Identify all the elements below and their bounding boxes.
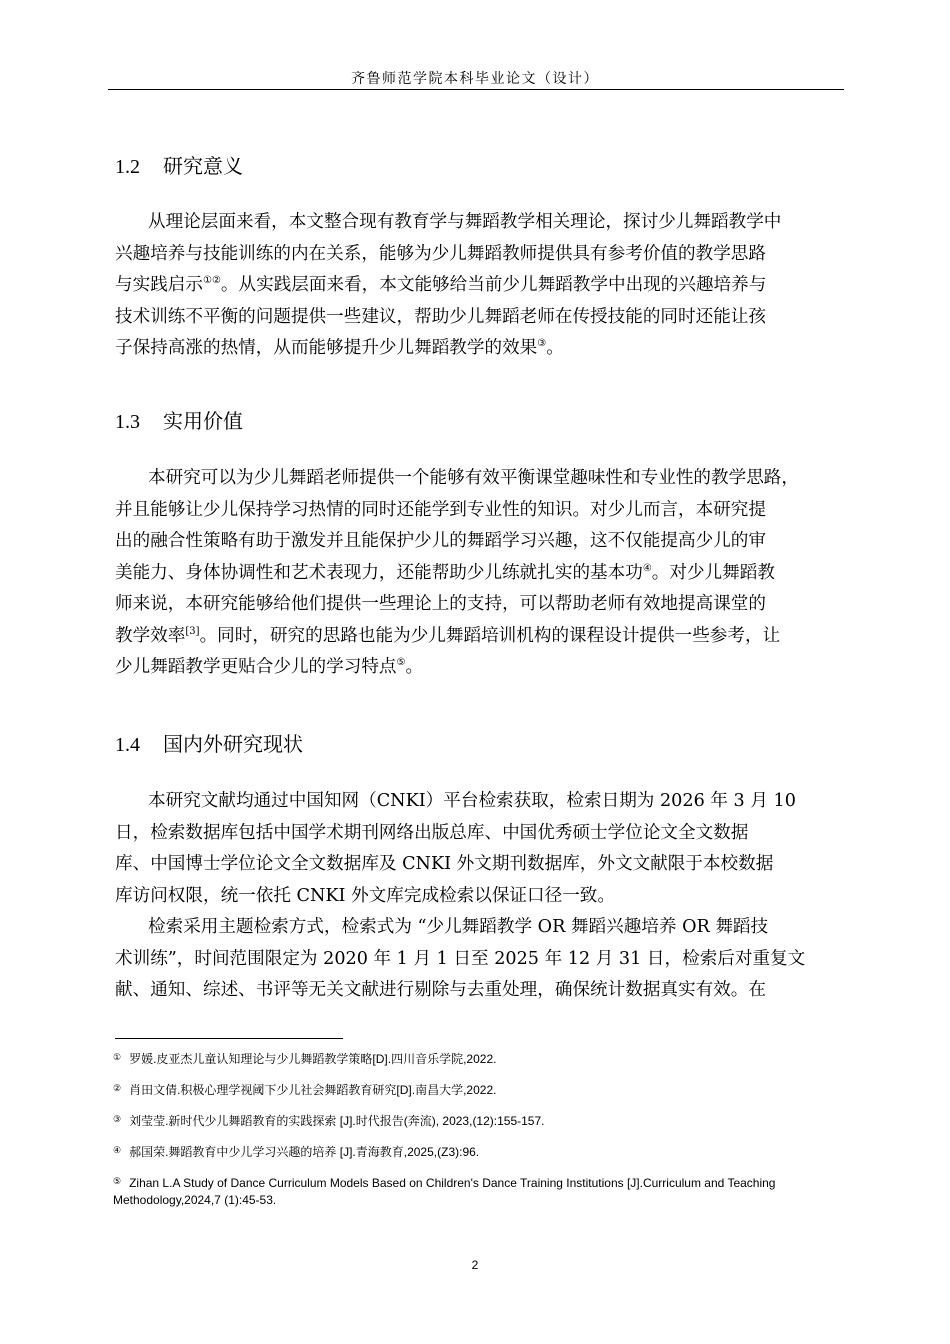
footnote-text: 郝国荣.舞蹈教育中少儿学习兴趣的培养 [J].青海教育,2025,(Z3):96. <box>129 1145 480 1159</box>
footnote-ref: ⑤ <box>396 657 406 668</box>
footnote-mark: ③ <box>113 1114 122 1124</box>
text-run: 与实践启示 <box>115 275 203 295</box>
footnote-text: 刘莹莹.新时代少儿舞蹈教育的实践探索 [J].时代报告(奔流), 2023,(12):155-157. <box>129 1114 545 1128</box>
footnote-separator <box>115 1038 343 1039</box>
footnote-item <box>113 1173 843 1209</box>
section-title: 实用价值 <box>163 409 243 433</box>
footnote-text: 罗媛.皮亚杰儿童认知理论与少儿舞蹈教学策略[D].四川音乐学院,2022. <box>129 1052 497 1066</box>
running-header: 齐鲁师范学院本科毕业论文（设计） <box>351 71 599 87</box>
paragraph-significance <box>115 207 837 365</box>
text-run: 。同时，研究的思路也能为少儿舞蹈培训机构的课程设计提供一些参考，让 <box>199 625 781 646</box>
section-title: 国内外研究现状 <box>163 732 303 756</box>
paragraph-research-status <box>115 786 837 1007</box>
text-line: 技术训练不平衡的问题提供一些建议，帮助少儿舞蹈老师在传授技能的同时还能让孩 <box>115 306 766 327</box>
text-run: 。从实践层面来看，本文能够给当前少儿舞蹈教学中出现的兴趣培养与 <box>220 275 767 295</box>
text-line: 并且能够让少儿保持学习热情的同时还能学到专业性的知识。对少儿而言，本研究提 <box>115 499 766 520</box>
text-run: 。 <box>405 657 424 677</box>
text-run: 教学效率 <box>115 625 186 646</box>
footnote-item <box>113 1080 843 1099</box>
footnote-item <box>113 1049 843 1068</box>
section-heading-1-3 <box>115 405 243 434</box>
text-line <box>115 621 837 653</box>
footnote-text: 肖田文倩.积极心理学视阈下少儿社会舞蹈教育研究[D].南昌大学,2022. <box>129 1083 497 1097</box>
text-run: 。对少儿舞蹈教 <box>651 562 775 583</box>
footnote-item <box>113 1111 843 1130</box>
text-line <box>115 333 837 365</box>
section-heading-1-4 <box>115 728 303 757</box>
footnote-ref: ③ <box>537 338 547 349</box>
text-line: 献、通知、综述、书评等无关文献进行剔除与去重处理，确保统计数据真实有效。在 <box>115 980 766 1000</box>
text-line <box>115 558 837 590</box>
text-line: 从理论层面来看，本文整合现有教育学与舞蹈教学相关理论，探讨少儿舞蹈教学中 <box>148 212 782 232</box>
section-number: 1.3 <box>115 411 140 433</box>
section-number: 1.4 <box>115 734 140 756</box>
footnote-mark: ① <box>113 1052 122 1062</box>
text-run: 子保持高涨的热情，从而能够提升少儿舞蹈教学的效果 <box>115 338 538 358</box>
footnote-item <box>113 1142 843 1161</box>
text-line: 出的融合性策略有助于激发并且能保护少儿的舞蹈学习兴趣，这不仅能提高少儿的审 <box>115 531 766 551</box>
text-run: 美能力、身体协调性和艺术表现力，还能帮助少儿练就扎实的基本功 <box>115 562 643 583</box>
text-line: 兴趣培养与技能训练的内在关系，能够为少儿舞蹈教师提供具有参考价值的教学思路 <box>115 243 766 264</box>
text-line: 库、中国博士学位论文全文数据库及 CNKI 外文期刊数据库，外文文献限于本校数据 <box>115 854 774 874</box>
section-heading-1-2 <box>115 150 243 179</box>
footnote-text-continued: Methodology,2024,7 (1):45-53. <box>113 1193 277 1207</box>
text-line: 本研究可以为少儿舞蹈老师提供一个能够有效平衡课堂趣味性和专业性的教学思路， <box>148 468 799 488</box>
paragraph-practical-value <box>115 463 837 684</box>
footnote-mark: ② <box>113 1083 122 1093</box>
text-run: 少儿舞蹈教学更贴合少儿的学习特点 <box>115 657 397 677</box>
section-number: 1.2 <box>115 156 140 178</box>
header-rule <box>108 89 844 90</box>
footnote-mark: ④ <box>113 1145 122 1155</box>
page-number: 2 <box>471 1258 479 1272</box>
text-line: 术训练”，时间范围限定为 2020 年 1 月 1 日至 2025 年 12 月 31 日，检索后对重复文 <box>115 948 806 969</box>
text-line: 师来说，本研究能够给他们提供一些理论上的支持，可以帮助老师有效地提高课堂的 <box>115 594 766 614</box>
text-run: 。 <box>546 338 564 358</box>
text-line <box>115 270 837 302</box>
footnote-ref: [3] <box>185 625 200 637</box>
footnote-text: Zihan L.A Study of Dance Curriculum Models Based on Children's Dance Training Institutions [J].Curriculum and Teaching <box>129 1176 776 1190</box>
footnote-ref: ④ <box>642 562 652 574</box>
text-line: 日，检索数据库包括中国学术期刊网络出版总库、中国优秀硕士学位论文全文数据 <box>115 822 749 843</box>
text-line: 库访问权限，统一依托 CNKI 外文库完成检索以保证口径一致。 <box>115 885 615 906</box>
section-title: 研究意义 <box>163 154 243 178</box>
footnote-ref: ①② <box>202 275 221 286</box>
text-line: 检索采用主题检索方式，检索式为 “少儿舞蹈教学 OR 舞蹈兴趣培养 OR 舞蹈技 <box>148 917 769 937</box>
text-line <box>115 652 837 684</box>
text-line: 本研究文献均通过中国知网（CNKI）平台检索获取，检索日期为 2026 年 3 月 10 <box>148 791 796 811</box>
footnote-mark: ⑤ <box>113 1176 122 1186</box>
